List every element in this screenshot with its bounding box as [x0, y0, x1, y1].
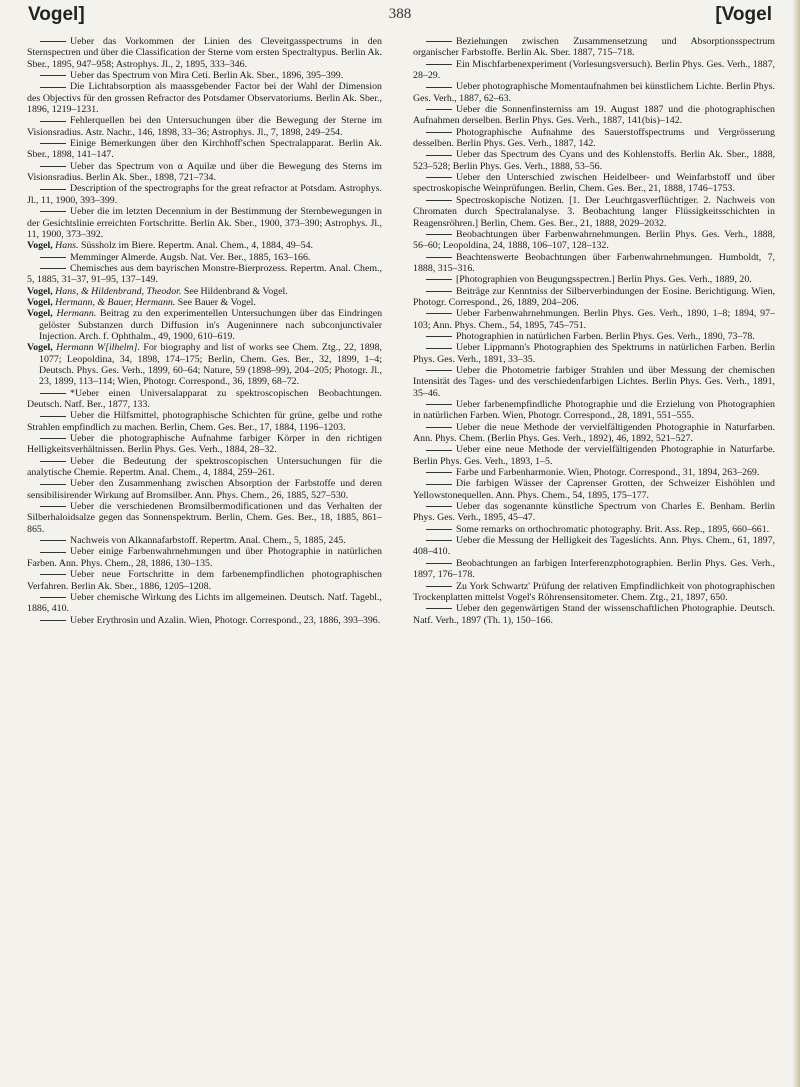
ditto-dash — [40, 620, 66, 621]
ditto-dash — [426, 155, 452, 156]
entry-text: Farbe und Farbenharmonie. Wien, Photogr. Correspond., 31, 1894, 263–269. — [456, 467, 760, 479]
bibliography-entry — [413, 127, 775, 150]
bibliography-entry — [27, 183, 382, 206]
bibliography-entry — [27, 592, 382, 615]
entry-text: Ueber die neue Methode der vervielfältigenden Photographie in Naturfarben. Ann. Phys. Chem. (Berlin Phys. Ges. Verh., 1892), 46, 1892, 521–527. — [413, 421, 775, 445]
bibliography-entry — [27, 240, 382, 251]
ditto-dash — [40, 597, 66, 598]
bibliography-entry — [27, 115, 382, 138]
ditto-dash — [40, 552, 66, 553]
entry-text: Beobachtungen an farbigen Interferenzphotographien. Berlin Phys. Ges. Verh., 1897, 176–178. — [413, 557, 775, 581]
bibliography-entry — [27, 535, 382, 546]
entry-text: Beobachtungen über Farbenwahrnehmungen. Berlin Phys. Ges. Verh., 1888, 56–60; Leopoldina, 24, 1888, 106–107, 128–132. — [413, 228, 775, 252]
bibliography-entry — [27, 36, 382, 70]
page-header — [28, 2, 772, 30]
entry-text: Ueber das Spectrum von α Aquilæ und über die Bewegung des Sterns im Visionsradius. Berlin Ak. Sber., 1898, 721–734. — [27, 160, 382, 184]
entry-text: Beziehungen zwischen Zusammensetzung und Absorptionsspectrum organischer Farbstoffe. Berlin Ak. Sber. 1887, 715–718. — [413, 36, 775, 59]
ditto-dash — [426, 450, 452, 451]
entry-text: Some remarks on orthochromatic photography. Brit. Ass. Rep., 1895, 660–661. — [456, 523, 770, 535]
page-edge-shadow — [792, 0, 800, 1087]
author-given-name: Hermann. — [56, 308, 97, 320]
entry-text: Beiträge zur Kenntniss der Silberverbindungen der Eosine. Berichtigung. Wien, Photogr. Correspond., 26, 1889, 204–206. — [413, 285, 775, 308]
bibliography-entry — [27, 206, 382, 240]
ditto-dash — [426, 257, 452, 258]
bibliography-entry — [413, 195, 775, 229]
author-given-name: Hans. — [55, 240, 79, 252]
ditto-dash — [426, 404, 452, 405]
bibliography-entry — [27, 342, 382, 387]
entry-text: See Hildenbrand & Vogel. — [183, 285, 288, 297]
ditto-dash — [40, 438, 66, 439]
author-given-name: Hermann, & Bauer, Hermann. — [55, 296, 176, 308]
entry-text: Photographische Aufnahme des Sauerstoffspectrums und Vergrösserung desselben. Berlin Phys. Ges. Verh., 1887, 142. — [413, 126, 775, 150]
entry-text: Chemisches aus dem bayrischen Monstre-Bierprozess. Repertm. Anal. Chem., 5, 1885, 31–37, 91–95, 137–149. — [27, 262, 382, 286]
bibliography-entry — [27, 478, 382, 501]
ditto-dash — [426, 234, 452, 235]
entry-text: Einige Bemerkungen über den Kirchhoff'schen Spectralapparat. Berlin Ak. Sber., 1898, 141–147. — [27, 138, 382, 161]
ditto-dash — [426, 109, 452, 110]
ditto-dash — [426, 279, 452, 280]
bibliography-entry — [27, 456, 382, 479]
ditto-dash — [40, 257, 66, 258]
bibliography-entry — [413, 501, 775, 524]
ditto-dash — [40, 75, 66, 76]
ditto-dash — [426, 563, 452, 564]
entry-text: Ueber eine neue Methode der vervielfältigenden Photographie in Naturfarbe. Berlin Phys. Ges. Verh., 1893, 1–5. — [413, 444, 775, 467]
entry-text: Ueber farbenempfindliche Photographie und die Erzielung von Photographien in natürlichen Farben. Wien, Photogr. Correspond., 28, 1891, 551–555. — [413, 399, 775, 422]
entry-text: Ueber die verschiedenen Bromsilbermodificationen und das Verhalten der Silberhaloidsalze gegen das Sonnenspektrum. Berlin, Chem. Ges. Ber., 18, 1885, 861–865. — [27, 501, 382, 535]
bibliography-entry — [413, 478, 775, 501]
ditto-dash — [40, 143, 66, 144]
bibliography-entry — [413, 535, 775, 558]
ditto-dash — [426, 484, 452, 485]
entry-text: Ueber die Hilfsmittel, photographische Schichten für grüne, gelbe und rothe Strahlen empfindlich zu machen. Berlin, Chem. Ges. Ber., 17, 1884, 1196–1203. — [27, 410, 382, 433]
entry-text: Ueber das sogenannte künstliche Spectrum von Charles E. Benham. Berlin Phys. Ges. Verh., 1895, 45–47. — [413, 501, 775, 524]
ditto-dash — [40, 268, 66, 269]
author-given-name: Hermann W[ilhelm]. — [56, 342, 140, 354]
bibliography-entry — [27, 546, 382, 569]
bibliography-entry — [413, 81, 775, 104]
ditto-dash — [40, 87, 66, 88]
entry-text: Ueber die Photometrie farbiger Strahlen und über Messung der chemischen Intensität des Tages- und des verschiedenfarbigen Lichtes. Berlin Phys. Ges. Verh., 1891, 35–46. — [413, 364, 775, 399]
ditto-dash — [426, 200, 452, 201]
entry-text: Ueber einige Farbenwahrnehmungen und über Photographie in natürlichen Farben. Ann. Phys. Chem., 28, 1886, 130–135. — [27, 546, 382, 569]
bibliography-entry — [413, 149, 775, 172]
ditto-dash — [40, 211, 66, 212]
bibliography-entry — [413, 286, 775, 309]
bibliography-entry — [27, 388, 382, 411]
ditto-dash — [426, 608, 452, 609]
entry-text: Ueber photographische Momentaufnahmen bei künstlichem Lichte. Berlin Phys. Ges. Verh., 1887, 62–63. — [413, 81, 775, 104]
ditto-dash — [426, 540, 452, 541]
entry-text: Fehlerquellen bei den Untersuchungen über die Bewegung der Sterne im Visionsradius. Astr. Nachr., 146, 1898, 33–36; Astrophys. Jl., 7, 1898, 249–254. — [27, 115, 382, 138]
ditto-dash — [40, 189, 66, 190]
ditto-dash — [40, 484, 66, 485]
entry-text: Ueber die Bedeutung der spektroscopischen Untersuchungen für die analytische Chemie. Repertm. Anal. Chem., 4, 1884, 259–261. — [27, 455, 382, 479]
entry-text: Ueber neue Fortschritte in dem farbenempfindlichen photographischen Verfahren. Berlin Ak. Sber., 1886, 1205–1208. — [27, 569, 382, 592]
bibliography-entry — [27, 615, 382, 626]
bibliography-entry — [27, 252, 382, 263]
running-head-right: [Vogel — [715, 4, 772, 25]
entry-text: Nachweis von Alkannafarbstoff. Repertm. Anal. Chem., 5, 1885, 245. — [70, 535, 346, 547]
bibliography-entry — [413, 252, 775, 275]
bibliography-entry — [413, 399, 775, 422]
bibliography-entry — [413, 342, 775, 365]
bibliography-entry — [413, 36, 775, 59]
entry-text: *Ueber einen Universalapparat zu spektroscopischen Beobachtungen. Deutsch. Natf. Ber., 1877, 133. — [27, 387, 382, 410]
bibliography-entry — [413, 104, 775, 127]
bibliography-entry — [27, 297, 382, 308]
bibliography-entry — [413, 331, 775, 342]
bibliography-entry — [27, 138, 382, 161]
bibliography-entry — [27, 433, 382, 456]
entry-text: Ueber Erythrosin und Azalin. Wien, Photogr. Correspond., 23, 1886, 393–396. — [70, 614, 381, 626]
ditto-dash — [426, 41, 452, 42]
entry-text: [Photographien von Beugungsspectren.] Berlin Phys. Ges. Verh., 1889, 20. — [456, 274, 752, 286]
ditto-dash — [426, 64, 452, 65]
ditto-dash — [426, 348, 452, 349]
entry-text: Ueber die photographische Aufnahme farbiger Körper in den richtigen Helligkeitsverhältnissen. Berlin Phys. Ges. Verh., 1884, 28–32. — [27, 433, 382, 456]
entry-text: Description of the spectrographs for the great refractor at Potsdam. Astrophys. Jl., 11, 1900, 393–399. — [27, 183, 382, 206]
ditto-dash — [40, 416, 66, 417]
author-surname: Vogel, — [27, 240, 53, 252]
entry-text: Die farbigen Wässer der Caprenser Grotten, der Schweizer Eishöhlen und Yellowstonequellen. Ann. Phys. Chem., 54, 1895, 175–177. — [413, 478, 775, 501]
bibliography-entry — [413, 229, 775, 252]
entry-text: Ueber chemische Wirkung des Lichts im allgemeinen. Deutsch. Natf. Tagebl., 1886, 410. — [27, 591, 382, 615]
bibliography-entry — [413, 603, 775, 626]
entry-text: Memminger Almerde. Augsb. Nat. Ver. Ber., 1885, 163–166. — [70, 251, 311, 263]
entry-text: Ein Mischfarbenexperiment (Vorlesungsversuch). Berlin Phys. Ges. Verh., 1887, 28–29. — [413, 58, 775, 82]
bibliography-entry — [27, 263, 382, 286]
ditto-dash — [426, 132, 452, 133]
ditto-dash — [426, 291, 452, 292]
entry-text: Ueber die Sonnenfinsterniss am 19. August 1887 und die photographischen Aufnahmen derselben. Berlin Phys. Ges. Verh., 1887, 141(bis)–142. — [413, 104, 775, 127]
ditto-dash — [426, 529, 452, 530]
left-column — [27, 36, 382, 626]
entry-text: Ueber die im letzten Decennium in der Bestimmung der Sternbewegungen in der Gesichtslinie erreichten Fortschritte. Berlin Ak. Sber., 1900, 373–390; Astrophys. Jl., 11, 1900, 373–392. — [27, 206, 382, 240]
entry-text: Spectroskopische Notizen. [1. Der Leuchtgasverflüchtiger. 2. Nachweis von Chromaten durch Spectralanalyse. 3. Beobachtung langer Flüssigkeitsschichten in Reagensröhren.] Berlin, Chem. Ges. Ber., 21, 1888, 2029–2032. — [413, 194, 775, 229]
bibliography-entry — [27, 286, 382, 297]
bibliography-entry — [413, 581, 775, 604]
bibliography-entry — [413, 444, 775, 467]
entry-text: Ueber den gegenwärtigen Stand der wissenschaftlichen Photographie. Deutsch. Natf. Verh., 1897 (Th. 1), 150–166. — [413, 603, 775, 626]
bibliography-entry — [27, 161, 382, 184]
ditto-dash — [426, 370, 452, 371]
ditto-dash — [426, 313, 452, 314]
entry-text: Ueber den Zusammenhang zwischen Absorption der Farbstoffe und deren sensibilisirender Wirkung auf Bromsilber. Ann. Phys. Chem., 26, 1885, 527–530. — [27, 478, 382, 501]
running-head-left: Vogel] — [28, 4, 85, 25]
ditto-dash — [426, 177, 452, 178]
ditto-dash — [426, 427, 452, 428]
bibliography-entry — [413, 558, 775, 581]
bibliography-entry — [27, 569, 382, 592]
entry-text: Ueber das Vorkommen der Linien des Cleveitgasspectrums in den Sternspectren und über die Classification der Sterne vom ersten Spectraltypus. Berlin Ak. Sber., 1895, 947–958; Astrophys. Jl., 2, 1895, 333–346. — [27, 36, 382, 70]
ditto-dash — [40, 574, 66, 575]
entry-text: Ueber Farbenwahrnehmungen. Berlin Phys. Ges. Verh., 1890, 1–8; 1894, 97–103; Ann. Phys. Chem., 54, 1895, 745–751. — [413, 308, 775, 331]
bibliography-entry — [413, 59, 775, 82]
bibliography-entry — [413, 524, 775, 535]
entry-text: Beachtenswerte Beobachtungen über Farbenwahrnehmungen. Humboldt, 7, 1888, 315–316. — [413, 251, 775, 274]
bibliography-entry — [27, 308, 382, 342]
bibliography-entry — [413, 274, 775, 285]
entry-text: Ueber Lippmann's Photographien des Spektrums in natürlichen Farben. Berlin Phys. Ges. Verh., 1891, 33–35. — [413, 342, 775, 365]
entry-text: Photographien in natürlichen Farben. Berlin Phys. Ges. Verh., 1890, 73–78. — [456, 330, 755, 342]
ditto-dash — [40, 166, 66, 167]
page-number: 388 — [388, 6, 412, 22]
ditto-dash — [426, 87, 452, 88]
author-surname: Vogel, — [27, 296, 53, 308]
ditto-dash — [40, 393, 66, 394]
bibliography-entry — [413, 365, 775, 399]
entry-text: Ueber die Messung der Helligkeit des Tageslichts. Ann. Phys. Chem., 61, 1897, 408–410. — [413, 535, 775, 558]
ditto-dash — [40, 41, 66, 42]
entry-text: Süssholz im Biere. Repertm. Anal. Chem., 4, 1884, 49–54. — [80, 240, 314, 252]
bibliography-entry — [413, 172, 775, 195]
bibliography-entry — [27, 501, 382, 535]
bibliography-entry — [27, 70, 382, 81]
ditto-dash — [426, 472, 452, 473]
entry-text: Die Lichtabsorption als maassgebender Factor bei der Wahl der Dimension des Objectivs für den grossen Refractor des Potsdamer Observatoriums. Berlin Ak. Sber., 1896, 1219–1231. — [27, 81, 382, 116]
entry-text: Ueber das Spectrum des Cyans und des Kohlenstoffs. Berlin Ak. Sber., 1888, 523–528; Berlin Phys. Ges. Verh., 1888, 53–56. — [413, 149, 775, 172]
entry-text: Beitrag zu den experimentellen Untersuchungen über das Eindringen gelöster Substanzen durch Diffusion in's Augeninnere nach subconjunctivaler Injection. Arch. f. Ophthalm., 49, 1900, 610–619. — [39, 308, 383, 342]
ditto-dash — [426, 336, 452, 337]
entry-text: For biography and list of works see Chem. Ztg., 22, 1898, 1077; Leopoldina, 34, 1898, 174–175; Berlin, Chem. Ges. Ber., 32, 1899, 1–4; Deutsch. Phys. Ges. Verh., 1899, 60–64; Nature, 59 (1898–99), 204–205; Photogr. Jl., 23, 1899, 113–114; Wien, Photogr. Correspond., 36, 1899, 68–72. — [39, 342, 382, 388]
entry-text: Ueber das Spectrum von Mira Ceti. Berlin Ak. Sber., 1896, 395–399. — [70, 70, 344, 82]
bibliography-entry — [413, 422, 775, 445]
author-surname: Vogel, — [27, 342, 53, 354]
ditto-dash — [40, 121, 66, 122]
ditto-dash — [426, 586, 452, 587]
bibliography-entry — [413, 467, 775, 478]
author-surname: Vogel, — [27, 285, 53, 297]
ditto-dash — [40, 540, 66, 541]
entry-text: See Bauer & Vogel. — [177, 296, 256, 308]
bibliography-entry — [413, 308, 775, 331]
right-column — [413, 36, 775, 626]
entry-text: Zu York Schwartz' Prüfung der relativen Empfindlichkeit von photographischen Trockenplatten mittelst Vogel's Röhrensensitometer. Chem. Ztg., 21, 1897, 650. — [413, 580, 775, 603]
entry-text: Ueber den Unterschied zwischen Heidelbeer- und Weinfarbstoff und über spectroskopische Weinprüfungen. Berlin, Chem. Ges. Ber., 21, 1888, 1746–1753. — [413, 172, 775, 195]
author-given-name: Hans, & Hildenbrand, Theodor. — [55, 285, 182, 297]
bibliography-entry — [27, 81, 382, 115]
ditto-dash — [40, 461, 66, 462]
ditto-dash — [426, 506, 452, 507]
author-surname: Vogel, — [27, 308, 53, 320]
ditto-dash — [40, 506, 66, 507]
bibliography-entry — [27, 410, 382, 433]
